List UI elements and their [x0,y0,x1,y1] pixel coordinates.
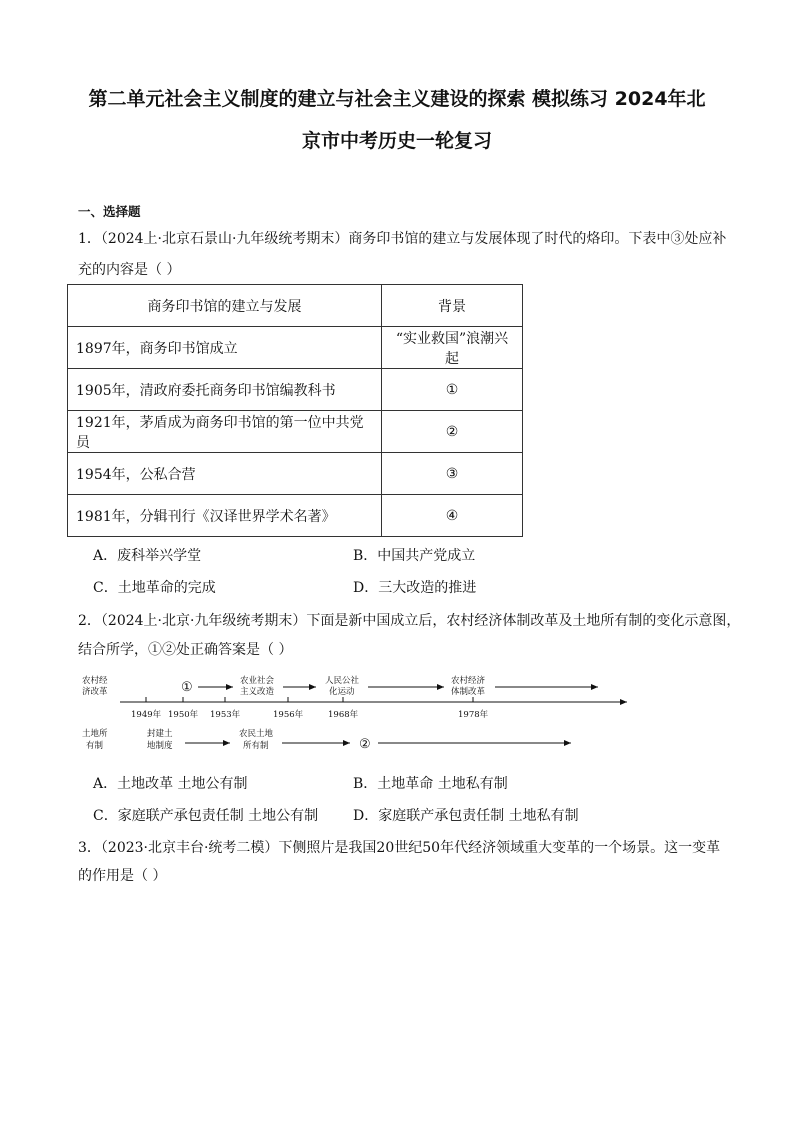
table-cell-background: ④ [382,495,523,537]
question-3-stem-line-2: 的作用是（ ） [78,868,167,884]
row-label-economy: 济改革 [82,687,108,697]
stage-feudal-land: 地制度 [147,741,173,751]
question-1-option-c[interactable]: C．土地革命的完成 [93,580,216,596]
year-label: 1953年 [210,710,241,720]
table-row [68,411,523,453]
question-1-option-d[interactable]: D．三大改造的推进 [353,580,477,596]
table-cell-background: ② [382,411,523,453]
question-2-option-d[interactable]: D．家庭联产承包责任制 土地私有制 [353,808,579,824]
question-2-stem-line-2: 结合所学，①②处正确答案是（ ） [78,642,293,658]
section-heading: 一、选择题 [78,204,141,219]
table-cell-background: ③ [382,453,523,495]
document-title-line-2: 京市中考历史一轮复习 [301,130,492,152]
row-label-land: 有制 [86,741,104,751]
table-cell-event: 1981年，分辑刊行《汉译世界学术名著》 [68,495,382,537]
stage-agricultural-transformation: 主义改造 [240,687,275,697]
year-label: 1949年 [131,710,162,720]
stage-farmer-ownership: 所有制 [243,741,269,751]
document-title-line-1: 第二单元社会主义制度的建立与社会主义建设的探索 模拟练习 2024年北 [88,88,706,110]
stage-peoples-commune: 人民公社 [325,676,360,686]
stage-agricultural-transformation: 农业社会 [240,676,275,686]
question-1-table [67,284,523,537]
stage-farmer-ownership: 农民土地 [239,729,274,739]
question-1-option-a[interactable]: A．废科举兴学堂 [93,548,202,564]
question-2-option-c[interactable]: C．家庭联产承包责任制 土地公有制 [93,808,319,824]
blank-mark-2: ② [359,737,371,752]
table-row [68,369,523,411]
table-cell-background: “实业救国”浪潮兴起 [382,327,523,369]
year-label: 1978年 [458,710,489,720]
table-row [68,495,523,537]
question-1-stem-line-1: 1．（2024上·北京石景山·九年级统考期末）商务印书馆的建立与发展体现了时代的烙印。下表中③处应补 [78,231,727,247]
year-label: 1968年 [328,710,359,720]
table-row [68,453,523,495]
row-label-economy: 农村经 [82,676,108,686]
year-label: 1956年 [273,710,304,720]
stage-peoples-commune: 化运动 [329,687,355,697]
table-cell-background: ① [382,369,523,411]
table-header-cell: 背景 [382,285,523,327]
table-header-cell: 商务印书馆的建立与发展 [68,285,382,327]
stage-feudal-land: 封建土 [147,729,173,739]
stage-economic-reform: 农村经济 [451,676,486,686]
question-2-timeline-diagram [0,668,794,760]
question-1-option-b[interactable]: B．中国共产党成立 [353,548,476,564]
year-label: 1950年 [168,710,199,720]
blank-mark-1: ① [181,680,193,695]
table-header-row [68,285,523,327]
question-2-option-b[interactable]: B．土地革命 土地私有制 [353,776,508,792]
stage-economic-reform: 体制改革 [451,687,486,697]
table-row [68,327,523,369]
table-cell-event: 1897年，商务印书馆成立 [68,327,382,369]
question-3-stem-line-1: 3．（2023·北京丰台·统考二模）下侧照片是我国20世纪50年代经济领域重大变革的一个场景。这一变革 [78,840,721,856]
table-cell-event: 1905年，清政府委托商务印书馆编教科书 [68,369,382,411]
table-cell-event: 1954年，公私合营 [68,453,382,495]
row-label-land: 土地所 [82,729,108,739]
question-1-stem-line-2: 充的内容是（ ） [78,262,181,278]
question-2-stem-line-1: 2．（2024上·北京·九年级统考期末）下面是新中国成立后，农村经济体制改革及土地所有制的变化示意图， [78,613,741,629]
table-cell-event: 1921年，茅盾成为商务印书馆的第一位中共党员 [68,411,382,453]
question-2-option-a[interactable]: A．土地改革 土地公有制 [93,776,248,792]
